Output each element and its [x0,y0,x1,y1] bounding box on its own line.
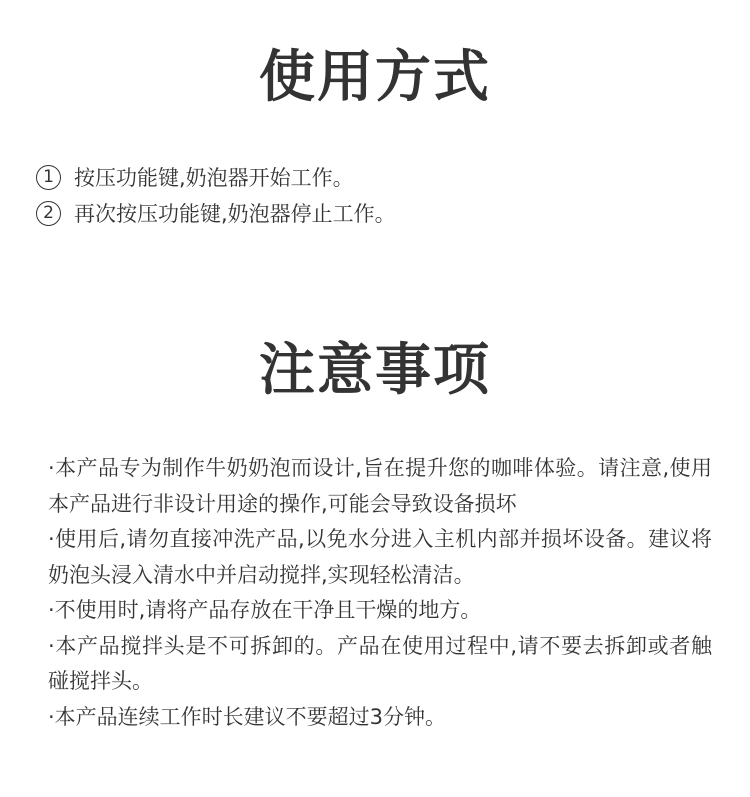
usage-step-text: 再次按压功能键,奶泡器停止工作。 [74,202,396,226]
note-item: ·本产品连续工作时长建议不要超过3分钟。 [48,704,447,729]
note-item: ·本产品搅拌头是不可拆卸的。产品在使用过程中,请不要去拆卸或者触碰搅拌头。 [48,633,712,693]
step-number-circle: 1 [36,165,61,190]
usage-step-1 [36,161,354,193]
notes-section-title: 注意事项 [259,338,491,403]
note-item: ·使用后,请勿直接冲洗产品,以免水分进入主机内部并损坏设备。建议将奶泡头浸入清水中并启动搅拌,实现轻松清洁。 [48,527,712,587]
note-item: ·本产品专为制作牛奶奶泡而设计,旨在提升您的咖啡体验。请注意,使用本产品进行非设计用途的操作,可能会导致设备损坏 [48,456,712,516]
usage-step-text: 按压功能键,奶泡器开始工作。 [74,166,354,190]
note-item: ·不使用时,请将产品存放在干净且干燥的地方。 [48,598,482,622]
notes-list [48,451,712,735]
usage-section-title: 使用方式 [259,45,491,110]
usage-step-2 [36,197,396,229]
step-number-circle: 2 [36,201,61,226]
